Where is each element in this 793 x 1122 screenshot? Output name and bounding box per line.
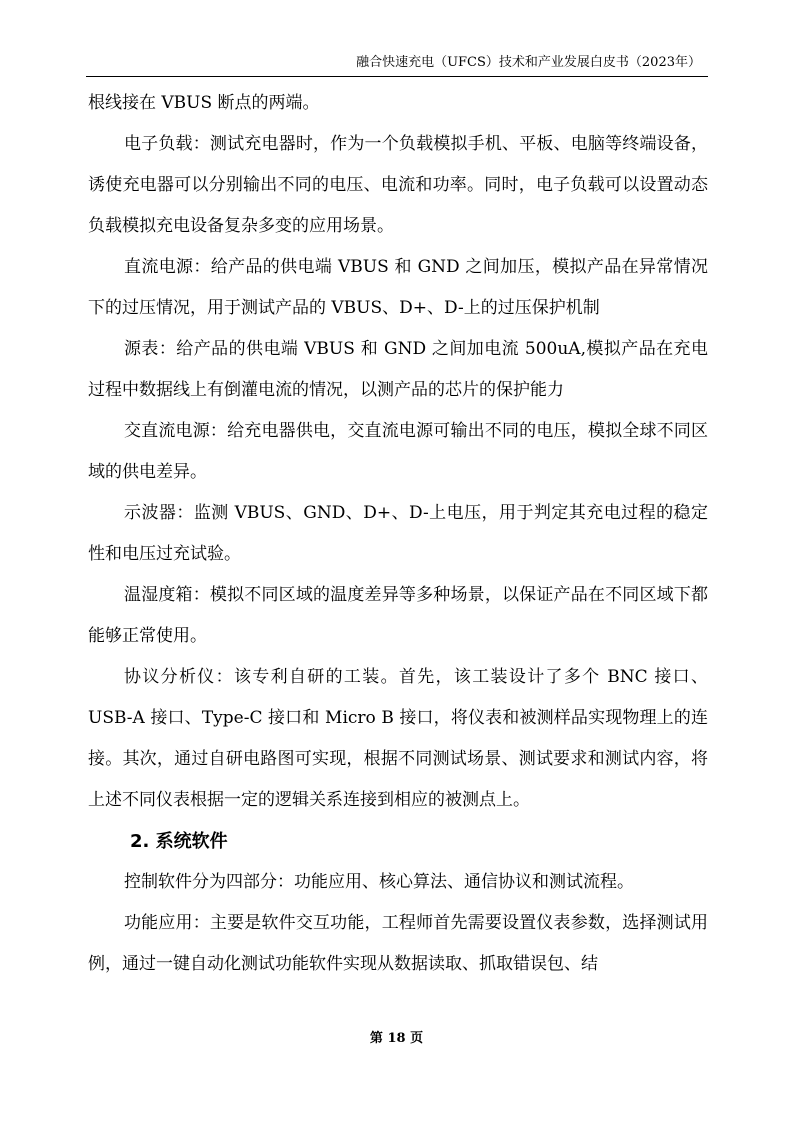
body-text: [88, 83, 708, 985]
paragraph-source-meter: 源表：给产品的供电端 VBUS 和 GND 之间加电流 500uA,模拟产品在充电过程中数据线上有倒灌电流的情况，以测产品的芯片的保护能力: [88, 339, 708, 400]
paragraph-ac-dc-power: 交直流电源：给充电器供电，交直流电源可输出不同的电压，模拟全球不同区域的供电差异。: [88, 421, 708, 482]
paragraph-protocol-analyzer: 协议分析仪：该专利自研的工装。首先，该工装设计了多个 BNC 接口、USB-A 接口、Type-C 接口和 Micro B 接口，将仪表和被测样品实现物理上的连接。其次，通过自研电路图可实现，根据不同测试场景、测试要求和测试内容，将上述不同仪表根据一定的逻辑关系连接到相应的被测点上。: [88, 667, 708, 810]
paragraph-electronic-load: 电子负载：测试充电器时，作为一个负载模拟手机、平板、电脑等终端设备，诱使充电器可以分别输出不同的电压、电流和功率。同时，电子负载可以设置动态负载模拟充电设备复杂多变的应用场景。: [88, 134, 708, 236]
section-heading: 2. 系统软件: [130, 831, 228, 852]
running-header: 融合快速充电（UFCS）技术和产业发展白皮书（2023年）: [356, 55, 701, 70]
paragraph-continuation: 根线接在 VBUS 断点的两端。: [88, 93, 320, 113]
paragraph-control-software: 控制软件分为四部分：功能应用、核心算法、通信协议和测试流程。: [124, 872, 634, 892]
paragraph-climate-chamber: 温湿度箱：模拟不同区域的温度差异等多种场景，以保证产品在不同区域下都能够正常使用。: [88, 585, 708, 646]
paragraph-dc-power: 直流电源：给产品的供电端 VBUS 和 GND 之间加压，模拟产品在异常情况下的过压情况，用于测试产品的 VBUS、D+、D-上的过压保护机制: [88, 257, 708, 318]
paragraph-oscilloscope: 示波器：监测 VBUS、GND、D+、D-上电压，用于判定其充电过程的稳定性和电压过充试验。: [88, 503, 708, 564]
paragraph-function-application: 功能应用：主要是软件交互功能，工程师首先需要设置仪表参数，选择测试用例，通过一键自动化测试功能软件实现从数据读取、抓取错误包、结: [88, 913, 708, 974]
page-number: 第 18 页: [369, 1031, 424, 1046]
header-rule: [86, 76, 708, 77]
